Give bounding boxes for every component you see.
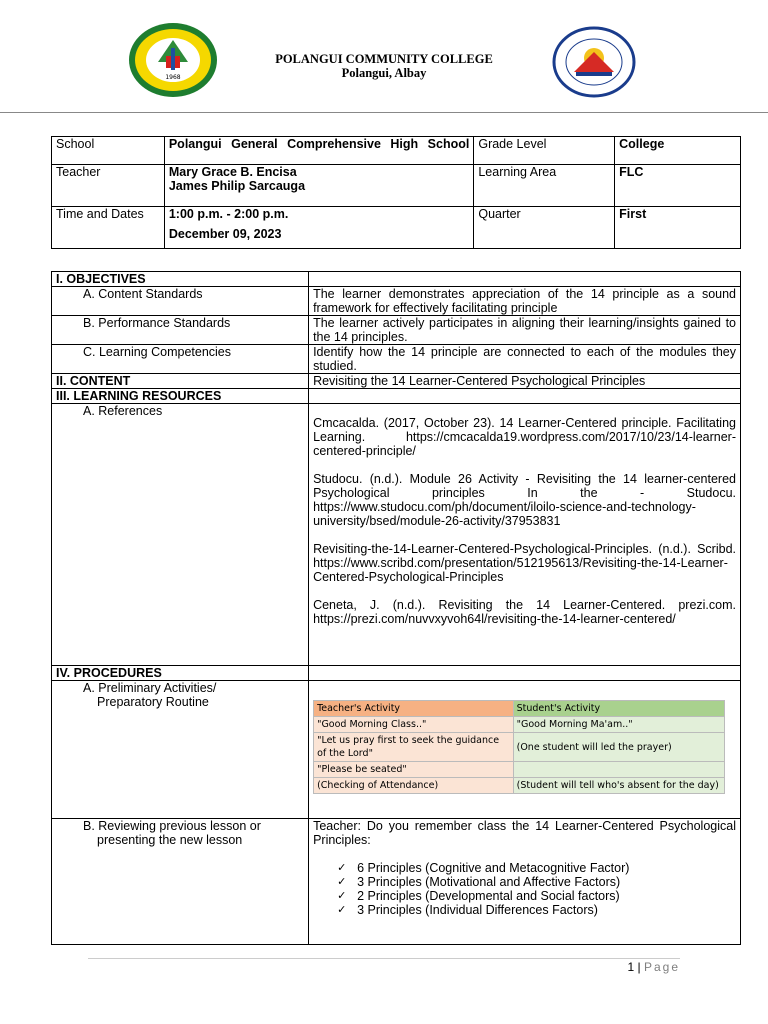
lesson-info-table xyxy=(51,136,741,249)
review-intro: Teacher: Do you remember class the 14 Learner-Centered Psychological Principles: xyxy=(313,819,736,847)
learning-resources-heading: III. LEARNING RESOURCES xyxy=(52,389,309,404)
resources-blank xyxy=(309,389,741,404)
student-activity-cell xyxy=(513,762,724,778)
student-activity-header: Student's Activity xyxy=(513,701,724,717)
teacher-activity-cell: "Please be seated" xyxy=(314,762,514,778)
competencies-label: C. Learning Competencies xyxy=(52,345,309,374)
header-divider xyxy=(0,112,768,113)
review-label: B. Reviewing previous lesson or presenting the new lesson xyxy=(52,819,309,945)
checklist-item: ✓ 2 Principles (Developmental and Social factors) xyxy=(337,889,620,903)
reference-item: Revisiting-the-14-Learner-Centered-Psychological-Principles. (n.d.). Scribd. https://www.scribd.com/presentation/512195613/Revisiting-the-14-Learner-Centered-Psychological-Principles xyxy=(313,542,736,584)
checklist-item: ✓ 6 Principles (Cognitive and Metacognitive Factor) xyxy=(337,861,630,875)
page-word: Page xyxy=(643,960,680,974)
objectives-heading: I. OBJECTIVES xyxy=(52,272,309,287)
content-standards-text: The learner demonstrates appreciation of the 14 principle as a sound framework for effectively facilitating principle xyxy=(309,287,741,316)
teacher-name-2: James Philip Sarcauga xyxy=(168,179,306,193)
teacher-label: Teacher xyxy=(52,165,165,207)
activity-table xyxy=(313,700,725,794)
learning-area-value: FLC xyxy=(615,165,741,207)
reference-item: Studocu. (n.d.). Module 26 Activity - Revisiting the 14 learner-centered Psychological principles In the - Studocu. https://www.studocu.com/ph/document/iloilo-science-and-technology-university/bsed/module-26-activity/37953831 xyxy=(313,472,736,528)
review-content xyxy=(309,819,741,945)
procedures-blank xyxy=(309,666,741,681)
quarter-value: First xyxy=(615,207,741,249)
student-activity-cell: (Student will tell who's absent for the day) xyxy=(513,778,724,794)
learning-area-label: Learning Area xyxy=(474,165,615,207)
college-location: Polangui, Albay xyxy=(341,66,427,80)
teacher-activity-cell: "Good Morning Class.." xyxy=(314,717,514,733)
date-value: December 09, 2023 xyxy=(168,227,282,241)
procedures-heading: IV. PROCEDURES xyxy=(52,666,309,681)
performance-standards-label: B. Performance Standards xyxy=(52,316,309,345)
college-header xyxy=(0,52,768,80)
lesson-plan-table xyxy=(51,271,741,945)
check-mark-icon: ✓ xyxy=(337,862,347,874)
teacher-name-1: Mary Grace B. Encisa xyxy=(168,165,297,179)
page-number: 1 xyxy=(627,960,635,974)
content-standards-label: A. Content Standards xyxy=(52,287,309,316)
page-separator: | xyxy=(634,960,644,974)
check-mark-icon: ✓ xyxy=(337,890,347,902)
reference-item: Cmcacalda. (2017, October 23). 14 Learner-Centered principle. Facilitating Learning. https://cmcacalda19.wordpress.com/2017/10/23/14-learner-centered-principle/ xyxy=(313,416,736,458)
student-activity-cell: "Good Morning Ma'am.." xyxy=(513,717,724,733)
references-list xyxy=(309,404,741,666)
time-label: Time and Dates xyxy=(52,207,165,249)
reference-item: Ceneta, J. (n.d.). Revisiting the 14 Learner-Centered. prezi.com. https://prezi.com/nuvvxyvoh64l/revisiting-the-14-learner-centered/ xyxy=(313,598,736,626)
performance-standards-text: The learner actively participates in aligning their learning/insights gained to the 14 principles. xyxy=(309,316,741,345)
grade-level-value: College xyxy=(615,137,741,165)
page-footer xyxy=(600,960,680,974)
student-activity-cell: (One student will led the prayer) xyxy=(513,733,724,762)
checklist-item: ✓ 3 Principles (Motivational and Affective Factors) xyxy=(337,875,621,889)
principles-checklist xyxy=(313,861,736,917)
grade-level-label: Grade Level xyxy=(474,137,615,165)
teacher-value xyxy=(164,165,474,207)
teacher-activity-header: Teacher's Activity xyxy=(314,701,514,717)
quarter-label: Quarter xyxy=(474,207,615,249)
time-value xyxy=(164,207,474,249)
objectives-blank xyxy=(309,272,741,287)
checklist-item: ✓ 3 Principles (Individual Differences Factors) xyxy=(337,903,598,917)
college-name: POLANGUI COMMUNITY COLLEGE xyxy=(275,52,493,66)
time-range: 1:00 p.m. - 2:00 p.m. xyxy=(168,207,289,221)
school-label: School xyxy=(52,137,165,165)
teacher-activity-cell: (Checking of Attendance) xyxy=(314,778,514,794)
content-heading: II. CONTENT xyxy=(52,374,309,389)
teacher-activity-cell: "Let us pray first to seek the guidance of the Lord" xyxy=(314,733,514,762)
check-mark-icon: ✓ xyxy=(337,904,347,916)
competencies-text: Identify how the 14 principle are connected to each of the modules they studied. xyxy=(309,345,741,374)
preliminary-activities xyxy=(309,681,741,819)
footer-divider xyxy=(88,958,680,959)
preliminary-label: A. Preliminary Activities/ Preparatory Routine xyxy=(52,681,309,819)
seal-year: 1968 xyxy=(165,74,181,81)
school-value: Polangui General Comprehensive High School xyxy=(164,137,474,165)
content-text: Revisiting the 14 Learner-Centered Psychological Principles xyxy=(309,374,741,389)
references-label: A. References xyxy=(52,404,309,666)
check-mark-icon: ✓ xyxy=(337,876,347,888)
